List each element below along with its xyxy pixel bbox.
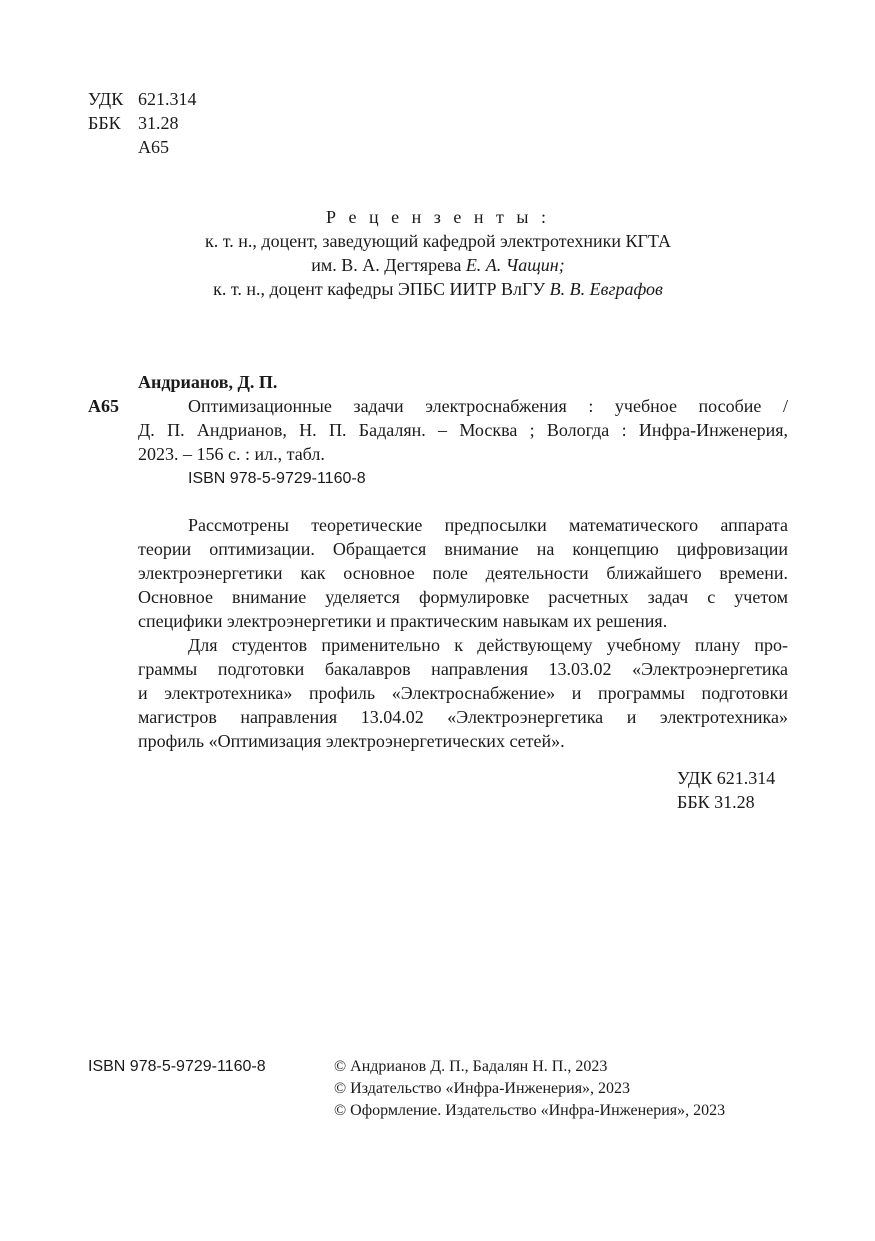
- record-mark: А65: [88, 396, 119, 416]
- reviewer-affiliation: им. В. А. Дегтярева: [311, 255, 466, 275]
- reviewer-line-1: к. т. н., доцент, заведующий кафедрой электротехники КГТА: [205, 231, 671, 251]
- record-author: Андрианов, Д. П.: [138, 372, 278, 392]
- bbk-label: ББК: [88, 113, 121, 133]
- bbk-value: 31.28: [138, 113, 179, 133]
- abstract-p2-line: и электротехника» профиль «Электроснабжение» и программы подготовки: [138, 683, 788, 703]
- udk-value: 621.314: [138, 89, 197, 109]
- copyright-design: © Оформление. Издательство «Инфра-Инженерия», 2023: [334, 1102, 726, 1119]
- reviewer-name: В. В. Евграфов: [549, 279, 663, 299]
- abstract-p1-line: Основное внимание уделяется формулировке расчетных задач с учетом: [138, 587, 788, 607]
- reviewer-name: Е. А. Чащин;: [465, 255, 565, 275]
- reviewer-line-2: [88, 253, 788, 277]
- abstract-p2-line: граммы подготовки бакалавров направления 13.03.02 «Электроэнергетика: [138, 659, 788, 679]
- bottom-bbk: ББК 31.28: [677, 792, 755, 812]
- abstract-p1-line: теории оптимизации. Обращается внимание на концепцию цифровизации: [138, 539, 788, 559]
- abstract-p2-line: магистров направления 13.04.02 «Электроэнергетика и электротехника»: [138, 707, 788, 727]
- reviewer-line-3: [88, 277, 788, 301]
- copyright-publisher: © Издательство «Инфра-Инженерия», 2023: [334, 1080, 631, 1097]
- abstract-p1-line: электроэнергетики как основное поле деятельности ближайшего времени.: [138, 563, 788, 583]
- udk-label: УДК: [88, 89, 124, 109]
- abstract-p2-line: Для студентов применительно к действующему учебному плану про-: [188, 635, 788, 655]
- reviewer-affiliation: к. т. н., доцент кафедры ЭПБС ИИТР ВлГУ: [213, 279, 550, 299]
- reviewers-heading: Р е ц е н з е н т ы :: [326, 207, 550, 227]
- abstract-p2-line: профиль «Оптимизация электроэнергетических сетей».: [138, 731, 565, 751]
- copyright-authors: © Андрианов Д. П., Бадалян Н. П., 2023: [334, 1058, 608, 1075]
- abstract-p1-line: Рассмотрены теоретические предпосылки математического аппарата: [188, 515, 788, 535]
- record-line-1: Оптимизационные задачи электроснабжения : учебное пособие /: [188, 396, 788, 416]
- record-line-2: Д. П. Андрианов, Н. П. Бадалян. – Москва ; Вологда : Инфра-Инженерия,: [138, 420, 788, 440]
- abstract-p1-line: специфики электроэнергетики и практическим навыкам их решения.: [138, 611, 668, 631]
- footer-isbn: ISBN 978-5-9729-1160-8: [88, 1058, 266, 1075]
- author-mark: А65: [138, 137, 169, 157]
- record-isbn: ISBN 978-5-9729-1160-8: [188, 470, 366, 487]
- bottom-udk: УДК 621.314: [677, 768, 776, 788]
- record-line-3: 2023. – 156 с. : ил., табл.: [138, 444, 325, 464]
